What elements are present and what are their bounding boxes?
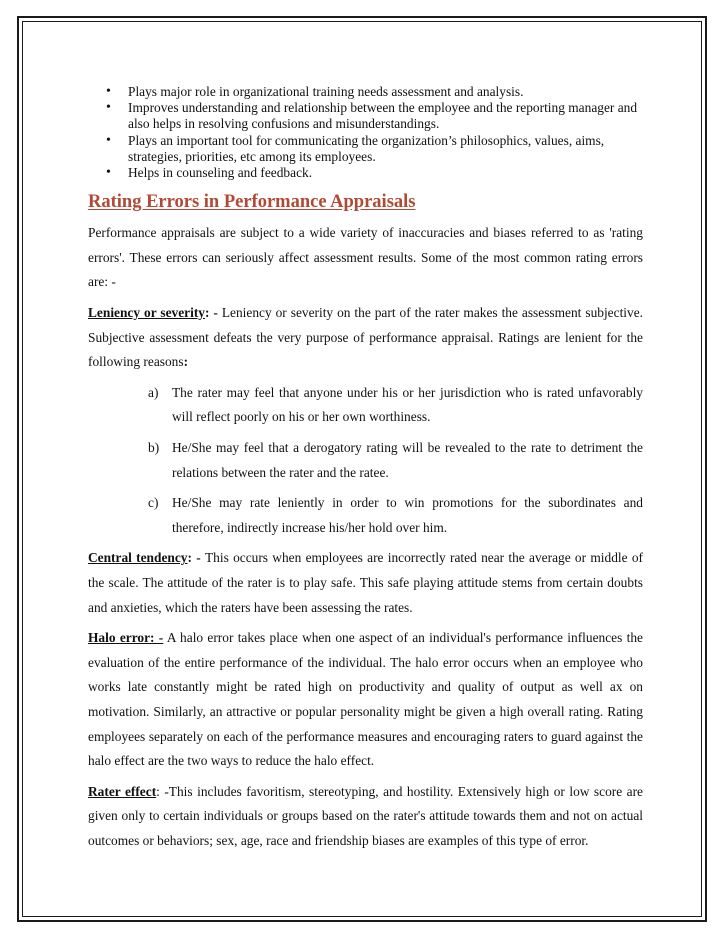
reason-text: He/She may feel that a derogatory rating will be revealed to the rate to detriment the relations between the rater and the ratee.: [172, 439, 643, 480]
reason-marker: c): [148, 495, 159, 511]
rater-effect-paragraph: [88, 780, 643, 854]
reason-item: [148, 436, 643, 485]
halo-error-term: Halo error: -: [88, 630, 164, 646]
benefit-item: • Plays an important tool for communicating the organization’s philosophics, values, aims, strategies, priorities, etc among its employees.: [128, 133, 643, 165]
reason-item: [148, 491, 643, 540]
intro-paragraph: Performance appraisals are subject to a wide variety of inaccuracies and biases referred to as 'rating errors'. These errors can seriously affect assessment results. Some of the most common rating errors are: -: [88, 225, 643, 290]
leniency-term: Leniency or severity: [88, 305, 205, 320]
central-tendency-term: Central tendency: [88, 550, 188, 566]
central-tendency-text: This occurs when employees are incorrectly rated near the average or middle of the scale. The attitude of the rater is to play safe. This safe playing attitude stems from certain doubts and anxieties, which the raters have been assessing the rates.: [88, 550, 643, 615]
rater-effect-term: Rater effect: [88, 783, 157, 799]
central-tendency-separator: : -: [187, 550, 205, 566]
reason-item: [148, 381, 643, 430]
reason-marker: a): [148, 384, 159, 400]
benefits-list: [88, 84, 643, 181]
reason-text: He/She may rate leniently in order to win promotions for the subordinates and therefore, indirectly increase his/her hold over him.: [172, 495, 643, 535]
reason-text: The rater may feel that anyone under his or her jurisdiction who is rated unfavorably will reflect poorly on his or her own worthiness.: [172, 384, 643, 425]
section-heading: Rating Errors in Performance Appraisals: [88, 192, 416, 213]
document-content: [88, 84, 643, 859]
central-tendency-paragraph: [88, 546, 643, 620]
halo-error-paragraph: [88, 626, 643, 774]
leniency-colon: :: [183, 354, 189, 370]
leniency-paragraph: [88, 301, 643, 375]
benefit-item: • Plays major role in organizational training needs assessment and analysis.: [128, 84, 643, 100]
rater-effect-text: : -This includes favoritism, stereotyping, and hostility. Extensively high or low score are given only to certain individuals or groups based on the rater's attitude towards them and not on actual outcomes or behaviors; sex, age, race and friendship biases are examples of this type of error.: [88, 783, 643, 848]
leniency-separator: : -: [205, 305, 222, 320]
halo-error-text: A halo error takes place when one aspect of an individual's performance influences the evaluation of the entire performance of the individual. The halo error occurs when an employee who works late constantly might be rated high on productivity and quality of output as well ax on motivation. Similarly, an attractive or popular personality might be given a high overall rating. Rating employees separately on each of the performance measures and encouraging raters to guard against the halo effect are the two ways to reduce the halo effect.: [88, 630, 643, 769]
leniency-text: Leniency or severity on the part of the rater makes the assessment subjective. Subjective assessment defeats the very purpose of performance appraisal. Ratings are lenient for the following reasons: [88, 305, 643, 370]
benefit-item: • Improves understanding and relationship between the employee and the reporting manager and also helps in resolving confusions and misunderstandings.: [128, 100, 643, 132]
leniency-reasons-list: [88, 381, 643, 541]
benefit-item: • Helps in counseling and feedback.: [128, 165, 643, 181]
reason-marker: b): [148, 439, 160, 455]
